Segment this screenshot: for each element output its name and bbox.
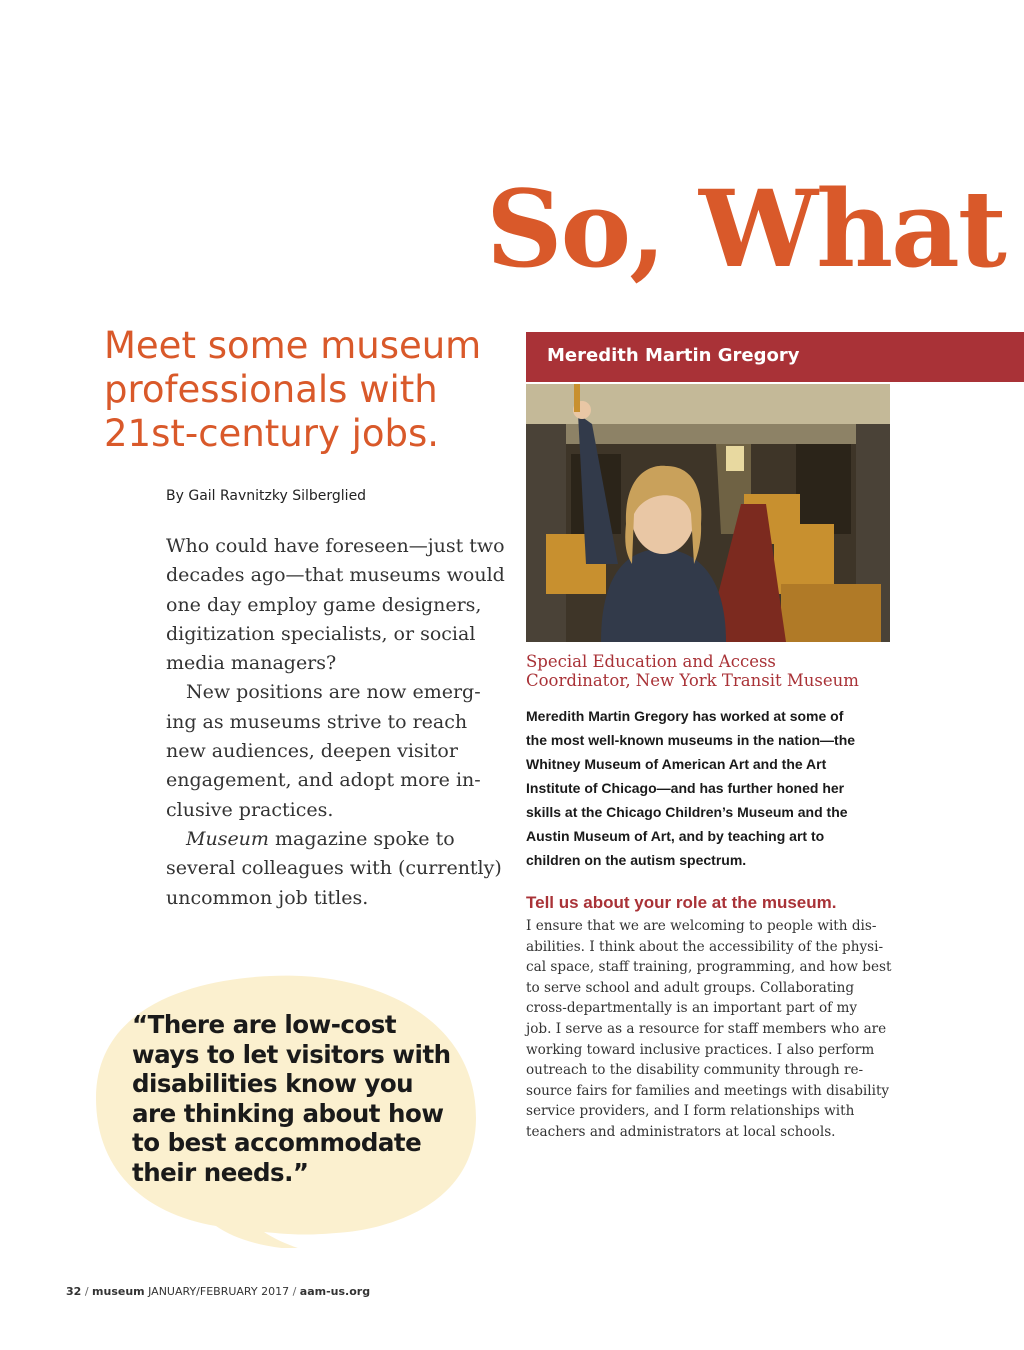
interview-answer	[526, 916, 896, 1143]
answer-line: source fairs for families and meetings with disability	[526, 1082, 890, 1099]
profile-photo	[526, 384, 890, 642]
article-subtitle	[104, 324, 524, 456]
profile-name-bar	[526, 332, 1024, 382]
profile-bio	[526, 704, 896, 872]
subtitle-line: professionals with	[104, 368, 438, 411]
footer-separator: /	[292, 1285, 297, 1298]
answer-line: to serve school and adult groups. Collaborating	[526, 979, 855, 996]
job-title-line: Coordinator, New York Transit Museum	[526, 671, 859, 690]
intro-line: Who could have foreseen—just two	[166, 535, 505, 557]
publication-name: museum	[92, 1285, 145, 1298]
profile-name: Meredith Martin Gregory	[547, 345, 800, 366]
quote-line: their needs.”	[132, 1157, 309, 1187]
profile-job-title	[526, 652, 896, 690]
answer-line: abilities. I think about the accessibility of the physi-	[526, 938, 884, 955]
intro-text	[166, 532, 505, 913]
intro-line: one day employ game designers,	[166, 593, 482, 616]
article-title: So, What	[486, 166, 1005, 291]
intro-fragment: magazine spoke to	[268, 827, 455, 850]
intro-line: New positions are now emerg-	[186, 681, 481, 704]
byline: By Gail Ravnitzky Silberglied	[166, 488, 367, 504]
answer-line: I ensure that we are welcoming to people with dis-	[526, 918, 877, 934]
bio-line: Austin Museum of Art, and by teaching art to	[526, 828, 825, 844]
pull-quote	[132, 1010, 472, 1187]
bio-line: Meredith Martin Gregory has worked at some of	[526, 708, 844, 724]
interview-question: Tell us about your role at the museum.	[526, 893, 837, 912]
bio-line: children on the autism spectrum.	[526, 852, 747, 868]
magazine-name: Museum	[186, 827, 269, 850]
bio-line: skills at the Chicago Children’s Museum and the	[526, 804, 848, 820]
answer-line: cross-departmentally is an important part of my	[526, 1000, 858, 1017]
intro-line: engagement, and adopt more in-	[166, 769, 481, 792]
bio-line: the most well-known museums in the nation—the	[526, 732, 856, 748]
intro-line: digitization specialists, or social	[166, 622, 476, 645]
answer-line: outreach to the disability community through re-	[526, 1062, 864, 1079]
answer-line: cal space, staff training, programming, and how best	[526, 959, 892, 976]
quote-line: “There are low-cost	[132, 1010, 397, 1039]
bio-line: Whitney Museum of American Art and the Art	[526, 756, 827, 772]
quote-line: disabilities know you	[132, 1069, 414, 1098]
answer-line: working toward inclusive practices. I also perform	[526, 1041, 875, 1058]
intro-line: media managers?	[166, 652, 337, 675]
intro-line: uncommon job titles.	[166, 886, 369, 909]
intro-line: several colleagues with (currently)	[166, 857, 502, 880]
job-title-line: Special Education and Access	[526, 652, 776, 671]
page-number: 32	[66, 1285, 82, 1298]
footer-separator: /	[84, 1285, 89, 1298]
page-footer	[66, 1285, 370, 1298]
intro-line: decades ago—that museums would	[166, 564, 505, 587]
intro-line: new audiences, deepen visitor	[166, 740, 458, 763]
intro-line: ing as museums strive to reach	[166, 710, 468, 733]
quote-line: are thinking about how	[132, 1098, 444, 1128]
answer-line: teachers and administrators at local schools.	[526, 1123, 836, 1140]
answer-line: job. I serve as a resource for staff members who are	[526, 1020, 887, 1037]
answer-line: service providers, and I form relationships with	[526, 1103, 855, 1120]
subtitle-line: Meet some museum	[104, 324, 482, 367]
quote-line: ways to let visitors with	[132, 1039, 451, 1069]
issue-date: JANUARY/FEBRUARY 2017	[148, 1285, 290, 1298]
subway-car-photo	[526, 384, 890, 642]
bio-line: Institute of Chicago—and has further honed her	[526, 780, 845, 796]
quote-line: to best accommodate	[132, 1128, 422, 1157]
intro-line	[166, 825, 496, 854]
website-link: aam-us.org	[299, 1285, 371, 1298]
subtitle-line: 21st-century jobs.	[104, 412, 440, 455]
intro-line: clusive practices.	[166, 798, 334, 821]
